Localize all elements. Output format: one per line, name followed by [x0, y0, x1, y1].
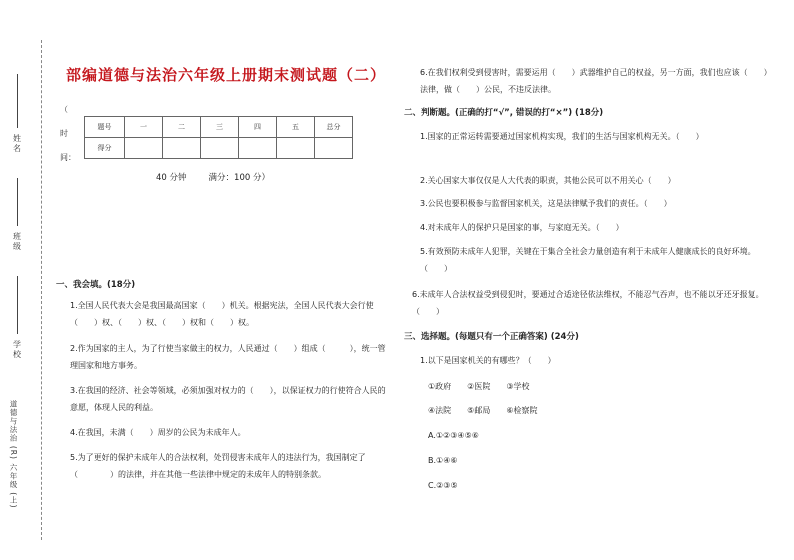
- score-input-cell[interactable]: [163, 138, 201, 159]
- score-input-cell[interactable]: [315, 138, 353, 159]
- fill-question-3[interactable]: 3.在我国的经济、社会等领域，必须加强对权力的（ ），以保证权力的行使符合人民的意愿，体现人民的利益。: [70, 386, 386, 412]
- judge-question-2[interactable]: 2.关心国家大事仅仅是人大代表的职责，其他公民可以不用关心（ ）: [420, 176, 676, 185]
- score-header-cell: 三: [201, 117, 239, 138]
- side-name-field: [6, 70, 28, 154]
- time-label-stack: [60, 98, 76, 170]
- choice-answer-b[interactable]: B.①④⑥: [428, 456, 458, 465]
- score-header-cell: 二: [163, 117, 201, 138]
- score-table: [84, 116, 353, 159]
- score-input-cell[interactable]: [277, 138, 315, 159]
- side-school-field: [6, 272, 28, 360]
- time-paren: （: [60, 105, 68, 114]
- judge-question-3[interactable]: 3.公民也要积极参与监督国家机关，这是法律赋予我们的责任。（ ）: [420, 199, 672, 208]
- exam-full-score: 满分：100 分）: [208, 173, 270, 183]
- page-title: 部编道德与法治六年级上册期末测试题（二）: [66, 66, 387, 84]
- score-input-cell[interactable]: [201, 138, 239, 159]
- score-header-cell: 题号: [85, 117, 125, 138]
- score-table-header-row: [85, 117, 353, 138]
- choice-answer-c[interactable]: C.②③⑤: [428, 481, 458, 490]
- name-label: 姓名: [12, 134, 22, 154]
- school-label: 学校: [12, 340, 22, 360]
- score-header-cell: 总分: [315, 117, 353, 138]
- side-footer-text: 道德与法治 (R) 六年级 (上): [9, 400, 18, 509]
- school-underline[interactable]: [17, 276, 18, 334]
- time-label-2: 间：: [60, 153, 76, 162]
- section1-title: 一、我会填。(18分): [56, 280, 136, 290]
- time-label-1: 时: [60, 129, 68, 138]
- choice-question-1: 1.以下是国家机关的有哪些？（ ）: [420, 356, 556, 365]
- fill-question-1[interactable]: 1.全国人民代表大会是我国最高国家（ ）机关。根据宪法，全国人民代表大会行使（ ）权、（ ）权、（ ）权和（ ）权。: [70, 301, 374, 327]
- side-class-field: [6, 174, 28, 252]
- score-row-label: 得分: [85, 138, 125, 159]
- section2-title: 二、判断题。(正确的打“√”, 错误的打“×”) (18分): [404, 108, 604, 118]
- fill-question-6[interactable]: 6.在我们权利受到侵害时，需要运用（ ）武器维护自己的权益，另一方面，我们也应该（ ）法律，做（ ）公民，不违反法律。: [420, 68, 772, 94]
- choice-answer-a[interactable]: A.①②③④⑤⑥: [428, 431, 479, 440]
- class-label: 班级: [12, 232, 22, 252]
- exam-meta: [156, 171, 270, 183]
- binding-dashed-line: [41, 40, 42, 540]
- judge-question-4[interactable]: 4.对未成年人的保护只是国家的事，与家庭无关。（ ）: [420, 223, 624, 232]
- score-header-cell: 四: [239, 117, 277, 138]
- choice-options-row-2: ④法院 ⑤邮局 ⑥检察院: [428, 406, 538, 415]
- choice-options-row-1: ①政府 ②医院 ③学校: [428, 382, 530, 391]
- score-header-cell: 五: [277, 117, 315, 138]
- fill-question-2[interactable]: 2.作为国家的主人，为了行使当家做主的权力，人民通过（ ）组成（ ），统一管理国家和地方事务。: [70, 344, 386, 370]
- fill-question-5[interactable]: 5.为了更好的保护未成年人的合法权利，处罚侵害未成年人的违法行为，我国制定了（ ）的法律，并在其他一些法律中规定的未成年人的特别条款。: [70, 453, 366, 479]
- fill-question-4[interactable]: 4.在我国，未满（ ）周岁的公民为未成年人。: [70, 428, 246, 437]
- score-input-cell[interactable]: [239, 138, 277, 159]
- class-underline[interactable]: [17, 178, 18, 226]
- judge-question-1[interactable]: 1.国家的正常运转需要通过国家机构实现，我们的生活与国家机构无关。（ ）: [420, 132, 704, 141]
- judge-question-5[interactable]: 5.有效预防未成年人犯罪，关键在于集合全社会力量创造有利于未成年人健康成长的良好环境。（ ）: [420, 247, 756, 273]
- score-input-cell[interactable]: [125, 138, 163, 159]
- score-table-score-row: [85, 138, 353, 159]
- section3-title: 三、选择题。(每题只有一个正确答案) (24分): [404, 332, 579, 342]
- name-underline[interactable]: [17, 74, 18, 128]
- judge-question-6[interactable]: 6.未成年人合法权益受到侵犯时，要通过合适途径依法维权，不能忍气吞声，也不能以牙还牙报复。（ ）: [412, 290, 764, 316]
- exam-duration: 40 分钟: [156, 173, 187, 183]
- score-header-cell: 一: [125, 117, 163, 138]
